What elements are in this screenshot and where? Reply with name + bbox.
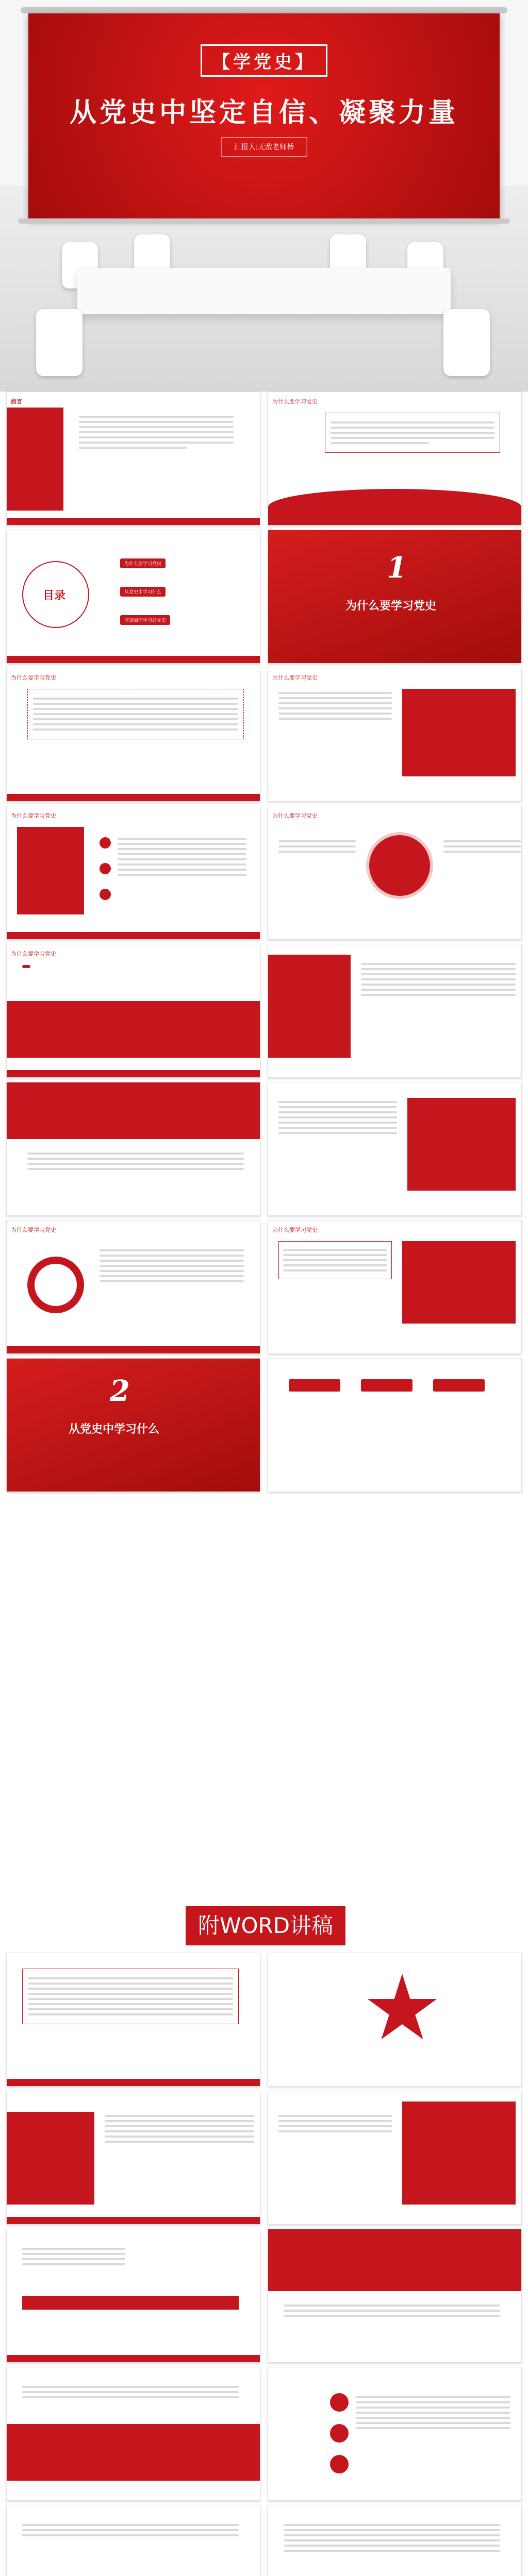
red-panel [7, 2424, 260, 2481]
label-tag [22, 965, 30, 968]
slide-row [0, 2505, 528, 2576]
text-block [27, 1149, 244, 1173]
slide-thumbnail[interactable] [268, 806, 522, 940]
slide-thumbnail[interactable] [268, 2367, 522, 2501]
toc-item[interactable]: 从党史中学习什么 [120, 587, 166, 597]
scroll-rod [21, 7, 507, 13]
slide-thumbnail[interactable] [6, 1953, 260, 2087]
slide-footer [7, 2079, 260, 2086]
red-panel [7, 408, 63, 511]
slide-footer [7, 518, 260, 525]
center-circle [366, 832, 433, 899]
section-slide[interactable] [268, 530, 522, 664]
slide-footer [7, 794, 260, 801]
text-block [22, 2521, 239, 2539]
slide-thumbnail[interactable] [268, 668, 522, 802]
quote-box [325, 413, 500, 453]
text-block [118, 835, 246, 879]
section-title: 从党史中学习什么 [69, 1422, 160, 1436]
wave-decoration [268, 489, 521, 525]
red-background [268, 530, 521, 663]
scroll-rod [18, 218, 510, 224]
text-block [361, 960, 516, 999]
text-block [22, 2383, 239, 2401]
slide-thumbnail[interactable] [6, 668, 260, 802]
number-badge [100, 863, 111, 874]
red-panel [268, 955, 351, 1058]
red-panel [402, 689, 516, 776]
red-panel [17, 827, 84, 914]
text-block [356, 2393, 510, 2432]
cover-slide [0, 0, 528, 392]
word-script-banner: 附WORD讲稿 [186, 1906, 345, 1945]
red-panel [22, 2296, 239, 2310]
slide-footer [7, 1070, 260, 1077]
slide-thumbnail[interactable] [268, 1358, 522, 1492]
slide-footer [7, 932, 260, 939]
slide-row [0, 806, 528, 940]
slide-footer [7, 2355, 260, 2362]
slide-row [0, 1220, 528, 1354]
cover-subtitle: 【学党史】 [201, 44, 327, 77]
slide-header: 为什么要学习党史 [272, 398, 318, 405]
label-tag [361, 1379, 412, 1392]
text-block [443, 837, 521, 856]
red-panel [7, 1001, 260, 1058]
section-slide[interactable] [6, 1358, 260, 1492]
slide-thumbnail[interactable] [6, 1082, 260, 1216]
star-diagram [366, 1974, 438, 2046]
section-title: 为什么要学习党史 [345, 599, 437, 613]
toc-title: 目录 [43, 589, 66, 602]
number-badge [330, 2424, 349, 2443]
red-panel [7, 1082, 260, 1139]
toc-item[interactable]: 为什么要学习党史 [120, 558, 166, 568]
slide-thumbnail[interactable] [268, 1220, 522, 1354]
slide-row [0, 2229, 528, 2363]
toc-slide[interactable] [6, 530, 260, 664]
slide-thumbnail[interactable] [6, 1220, 260, 1354]
slide-thumbnail[interactable] [6, 392, 260, 526]
preface-label: 前言 [11, 398, 22, 405]
text-block [22, 2245, 125, 2268]
text-block [278, 2112, 392, 2136]
slide-header: 为什么要学习党史 [11, 812, 56, 819]
red-panel [402, 2102, 516, 2205]
slide-header: 为什么要学习党史 [11, 674, 56, 681]
text-block [284, 2301, 500, 2320]
red-panel [407, 1098, 516, 1191]
cycle-diagram [27, 1257, 84, 1313]
cover-title: 从党史中坚定自信、凝聚力量 [69, 97, 458, 128]
label-tag [289, 1379, 340, 1392]
slide-row [0, 2367, 528, 2501]
slide-row [0, 1082, 528, 1216]
section-number: 2 [110, 1374, 130, 1408]
red-panel [7, 2112, 94, 2205]
number-badge [330, 2393, 349, 2412]
text-block [278, 1241, 392, 1279]
number-badge [330, 2455, 349, 2473]
slide-thumbnail[interactable] [268, 392, 522, 526]
slide-header: 为什么要学习党史 [272, 674, 318, 681]
slide-row [0, 668, 528, 802]
slide-row [0, 1358, 528, 1492]
text-block [278, 1098, 397, 1137]
slide-header: 为什么要学习党史 [272, 1227, 318, 1233]
chair-icon [36, 309, 82, 376]
text-block [278, 837, 356, 856]
number-badge [100, 889, 111, 900]
slide-thumbnail[interactable] [268, 2229, 522, 2363]
text-block [278, 689, 392, 723]
number-badge [100, 837, 111, 849]
slide-footer [7, 1346, 260, 1353]
slide-header: 为什么要学习党史 [11, 1227, 56, 1233]
cover-reporter: 汇报人:无敌老师傅 [221, 137, 307, 157]
slide-thumbnail[interactable] [6, 944, 260, 1078]
text-block [22, 1969, 239, 2024]
red-panel [402, 1241, 516, 1324]
text-block [284, 2521, 500, 2555]
slide-thumbnail[interactable] [6, 2091, 260, 2225]
text-block [100, 1246, 244, 1285]
slide-thumbnail[interactable] [268, 1953, 522, 2087]
slide-header: 为什么要学习党史 [272, 812, 318, 819]
chair-icon [443, 309, 490, 376]
slide-grid [0, 392, 528, 1496]
slide-thumbnail[interactable] [6, 2505, 260, 2576]
text-block [27, 689, 244, 739]
slide-thumbnail[interactable] [6, 2229, 260, 2363]
slide-row [0, 392, 528, 526]
slide-thumbnail[interactable] [6, 806, 260, 940]
slide-row [0, 2091, 528, 2225]
text-block [105, 2112, 254, 2146]
slide-thumbnail[interactable] [268, 1082, 522, 1216]
slide-header: 为什么要学习党史 [11, 951, 56, 957]
meeting-table [77, 268, 451, 314]
cover-banner [28, 13, 500, 219]
slide-row [0, 530, 528, 664]
slide-footer [7, 2217, 260, 2224]
slide-grid-lower [0, 1953, 528, 2576]
slide-thumbnail[interactable] [268, 944, 522, 1078]
label-tag [433, 1379, 485, 1392]
red-panel [268, 2229, 521, 2291]
slide-thumbnail[interactable] [268, 2091, 522, 2225]
slide-row [0, 944, 528, 1078]
text-block [79, 413, 234, 452]
toc-item[interactable]: 应该如何学习好党史 [120, 615, 170, 625]
section-number: 1 [387, 551, 407, 585]
slide-footer [7, 656, 260, 663]
slide-thumbnail[interactable] [268, 2505, 522, 2576]
slide-row [0, 1953, 528, 2087]
slide-thumbnail[interactable] [6, 2367, 260, 2501]
